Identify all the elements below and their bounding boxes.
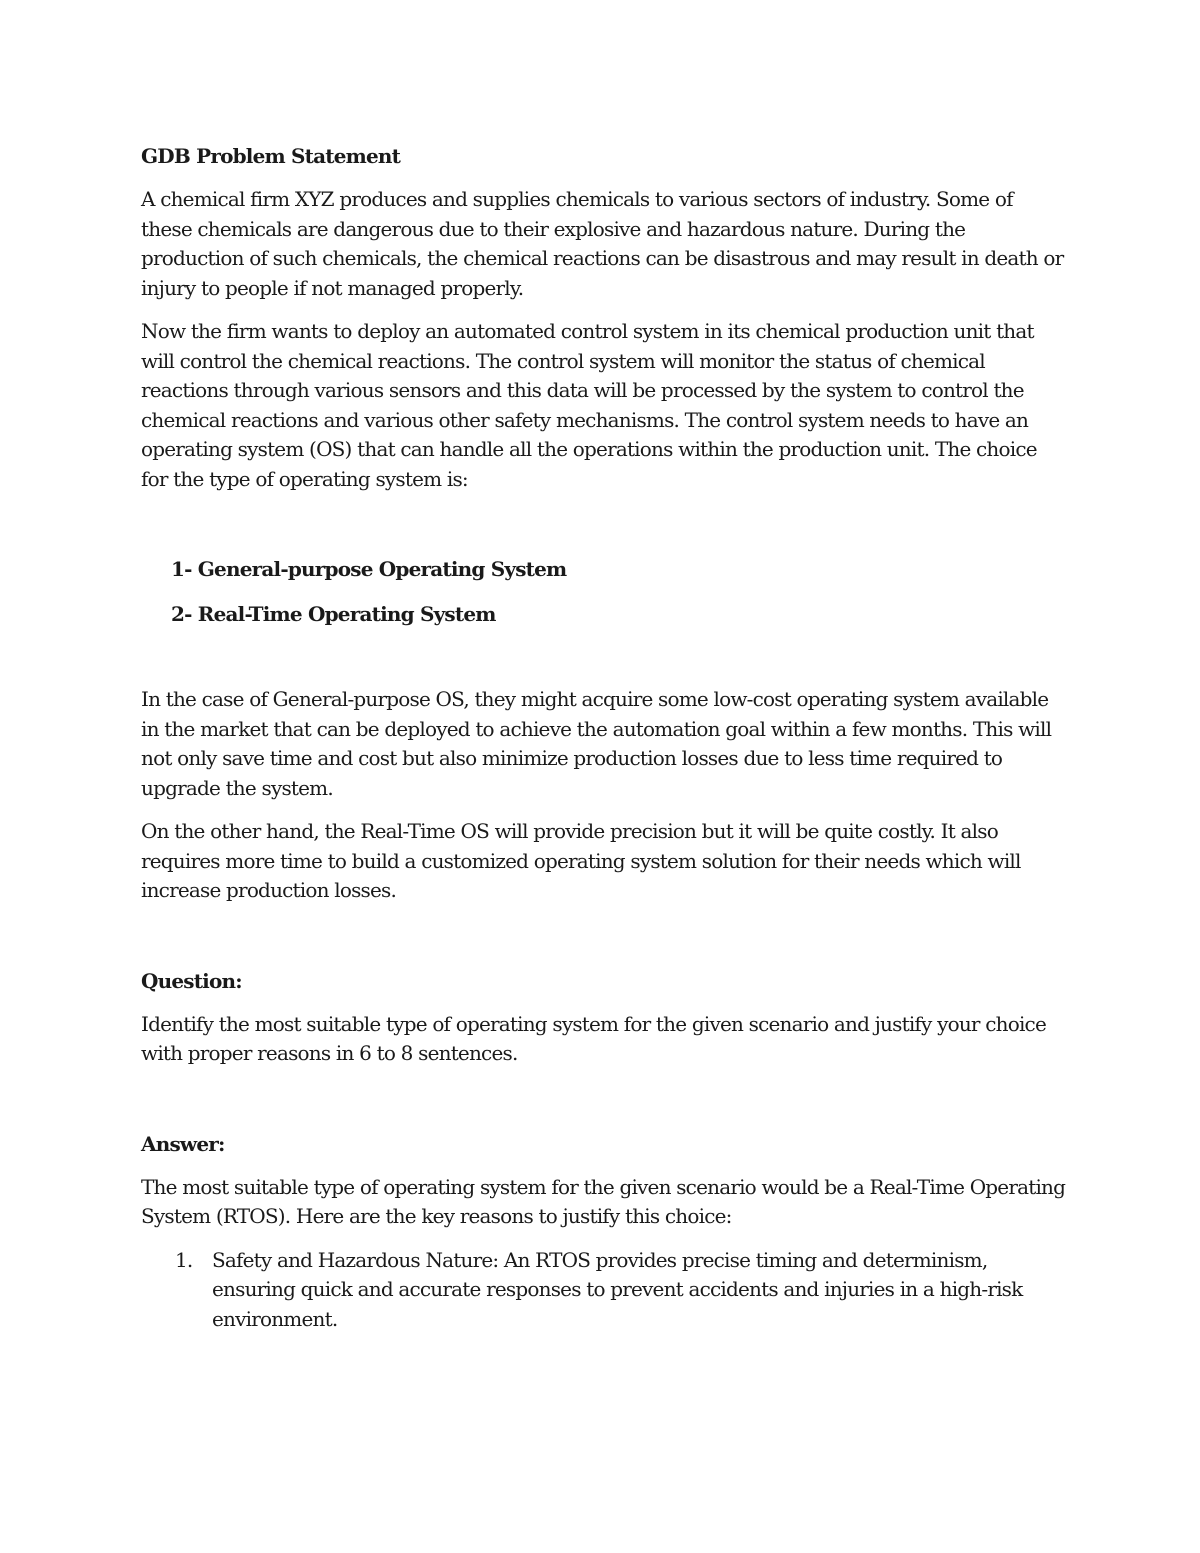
- reason-text: Safety and Hazardous Nature: An RTOS provides precise timing and determinism, ensuring quick and accurate responses to prevent accidents and injuries in a high-risk environment.: [212, 1247, 1023, 1331]
- document-body: [141, 141, 1066, 1334]
- spacer: [141, 644, 1066, 685]
- reason-item: [141, 1246, 1066, 1335]
- intro-paragraph-1: A chemical firm XYZ produces and supplies chemicals to various sectors of industry. Some of these chemicals are dangerous due to their explosive and hazardous nature. During the production of such chemicals, the chemical reactions can be disastrous and may result in death or injury to people if not managed properly.: [141, 187, 1064, 300]
- question-text: Identify the most suitable type of operating system for the given scenario and justify your choice with proper reasons in 6 to 8 sentences.: [141, 1011, 1046, 1065]
- option-general-purpose-os: 1- General-purpose Operating System: [171, 557, 567, 581]
- option-real-time-os: 2- Real-Time Operating System: [171, 602, 496, 626]
- os-options-list: [141, 554, 1066, 629]
- intro-paragraph-2: Now the firm wants to deploy an automated control system in its chemical production unit that will control the chemical reactions. The control system will monitor the status of chemical reactions through various sensors and this data will be processed by the system to control the chemical reactions and various other safety mechanisms. The control system needs to have an operating system (OS) that can handle all the operations within the production unit. The choice for the type of operating system is:: [141, 319, 1037, 491]
- question-heading: Question:: [141, 968, 242, 993]
- discussion-paragraph-2: On the other hand, the Real-Time OS will provide precision but it will be quite costly. It also requires more time to build a customized operating system solution for their needs which will increase production losses.: [141, 819, 1021, 902]
- answer-heading: Answer:: [141, 1131, 225, 1156]
- reason-number: 1.: [175, 1247, 193, 1272]
- spacer: [141, 508, 1066, 554]
- answer-text: The most suitable type of operating system for the given scenario would be a Real-Time Operating System (RTOS). Here are the key reasons to justify this choice:: [141, 1174, 1066, 1228]
- reasons-list: [141, 1246, 1066, 1335]
- spacer: [141, 1083, 1066, 1129]
- discussion-paragraph-1: In the case of General-purpose OS, they might acquire some low-cost operating system available in the market that can be deployed to achieve the automation goal within a few months. This will not only save time and cost but also minimize production losses due to less time required to upgrade the system.: [141, 687, 1052, 800]
- document-title: GDB Problem Statement: [141, 144, 401, 168]
- spacer: [141, 920, 1066, 966]
